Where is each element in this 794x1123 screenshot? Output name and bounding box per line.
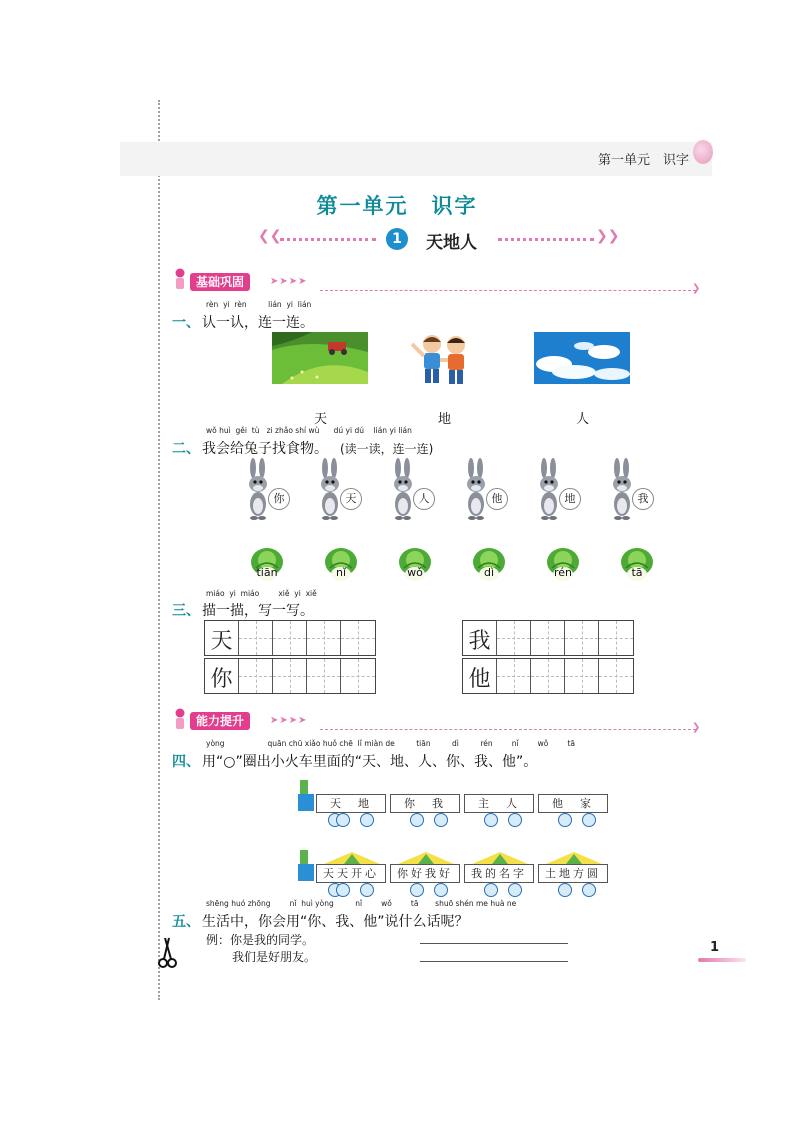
bunny-char-label[interactable]: 天 — [340, 488, 362, 510]
cabbage-pinyin-label: rén — [553, 566, 573, 579]
page-number-bar — [698, 958, 746, 962]
section-badge-advanced: 能力提升 — [190, 712, 250, 730]
lesson-name: 天地人 — [426, 233, 477, 253]
dotted-rule — [498, 238, 594, 241]
train-wheel — [360, 813, 374, 827]
bunny-char-label[interactable]: 他 — [486, 488, 508, 510]
train-car[interactable]: 土地方圆 — [538, 864, 608, 883]
train-car[interactable]: 我的名字 — [464, 864, 534, 883]
girl-icon — [174, 268, 186, 290]
arrows-icon: ➤➤➤➤ — [270, 715, 308, 726]
bunny-icon — [608, 458, 636, 522]
q5-number: 五、 — [172, 914, 200, 930]
chevron-right-icon: ❯ — [692, 283, 701, 294]
bunny-icon — [244, 458, 272, 522]
train-wheel — [484, 883, 498, 897]
train-car[interactable]: 你好我好 — [390, 864, 460, 883]
train-car[interactable]: 天天开心 — [316, 864, 386, 883]
q1-label-ren: 人 — [576, 412, 590, 427]
train-engine — [298, 794, 314, 811]
train-wheel — [410, 883, 424, 897]
train-wheel — [434, 813, 448, 827]
train-wheel — [508, 813, 522, 827]
chevron-right-icon: ❯❯ — [596, 228, 620, 244]
train-car[interactable]: 主 人 — [464, 794, 534, 813]
cabbage-pinyin-label: dì — [483, 566, 495, 579]
q5-text: 生活中，你会用“你、我、他”说什么话呢？ — [202, 914, 469, 930]
cabbage-pinyin-label: tiān — [256, 566, 278, 579]
train-car-roof-top — [492, 854, 508, 864]
page-number: 1 — [710, 940, 720, 955]
q1-number: 一、 — [172, 315, 200, 331]
answer-line-1[interactable] — [420, 943, 568, 944]
girl-icon — [174, 708, 186, 730]
train-wheel — [336, 813, 350, 827]
train-wheel — [558, 883, 572, 897]
header-unit-label: 第一单元 识字 — [598, 153, 690, 168]
q3-text: 描一描，写一写。 — [202, 603, 314, 619]
answer-line-2[interactable] — [420, 961, 568, 962]
bunny-icon — [316, 458, 344, 522]
train-wheel — [508, 883, 522, 897]
lesson-heading — [258, 228, 620, 253]
train-wheel — [558, 813, 572, 827]
bunny-char-label[interactable]: 地 — [559, 488, 581, 510]
q1-pinyin: rèn yi rèn lián yi lián — [206, 300, 312, 309]
grid-char: 你 — [210, 667, 233, 692]
bunny-char-label[interactable]: 你 — [268, 488, 290, 510]
train-car-roof-top — [418, 854, 434, 864]
q4-pinyin: yòng quān chū xiǎo huǒ chē lǐ miàn de tiān dì rén nǐ wǒ tā — [206, 739, 576, 748]
grid-char: 我 — [468, 629, 491, 654]
chevron-left-icon: ❮❮ — [258, 228, 282, 244]
q3-pinyin: miáo yi miáo xiě yi xiě — [206, 589, 317, 598]
bunny-icon — [462, 458, 490, 522]
train-wheel — [582, 883, 596, 897]
writing-grid-ta[interactable] — [462, 658, 634, 694]
page-title: 第一单元 识字 — [316, 194, 478, 218]
bunny-icon — [389, 458, 417, 522]
writing-grid-ni[interactable] — [204, 658, 376, 694]
writing-grid-tian[interactable] — [204, 620, 376, 656]
scissors-icon — [156, 936, 178, 970]
train-wheel — [582, 813, 596, 827]
two-children-image — [408, 330, 478, 386]
q4-number: 四、 — [172, 754, 200, 770]
train-wheel — [410, 813, 424, 827]
q1-label-di: 地 — [438, 412, 452, 427]
section-badge-basic: 基础巩固 — [190, 273, 250, 291]
arrows-icon: ➤➤➤➤ — [270, 276, 308, 287]
q2-text: 我会给兔子找食物。 — [202, 441, 328, 457]
q2-pinyin: wǒ huì gěi tù zi zhǎo shí wù dú yi dú lián yi lián — [206, 426, 412, 435]
dotted-rule — [280, 238, 376, 241]
train-wheel — [434, 883, 448, 897]
q2-instruction: (读一读，连一连) — [340, 442, 434, 456]
q3-number: 三、 — [172, 603, 200, 619]
writing-grid-wo[interactable] — [462, 620, 634, 656]
train-car-roof-top — [344, 854, 360, 864]
bunny-char-label[interactable]: 人 — [413, 488, 435, 510]
q1-text: 认一认，连一连。 — [202, 315, 314, 331]
section-rule — [320, 729, 696, 730]
train-wheel — [484, 813, 498, 827]
bunny-icon — [535, 458, 563, 522]
train-wheel — [336, 883, 350, 897]
section-rule — [320, 290, 696, 291]
q5-example-line2: 我们是好朋友。 — [232, 950, 317, 964]
grid-char: 天 — [210, 629, 233, 654]
train-car-roof-top — [566, 854, 582, 864]
train-car[interactable]: 他 家 — [538, 794, 608, 813]
cut-line — [158, 100, 160, 1000]
flower-icon — [693, 140, 713, 164]
bunny-char-label[interactable]: 我 — [632, 488, 654, 510]
train-car[interactable]: 你 我 — [390, 794, 460, 813]
earth-field-image — [272, 332, 368, 384]
q2-number: 二、 — [172, 441, 200, 457]
q5-pinyin: shēng huó zhōng nǐ huì yòng nǐ wǒ tā shuō shén me huà ne — [206, 899, 517, 908]
train-wheel — [360, 883, 374, 897]
sky-clouds-image — [534, 332, 630, 384]
lesson-number: 1 — [386, 228, 408, 250]
q5-example-line1: 例：你是我的同学。 — [206, 933, 315, 947]
cabbage-pinyin-label: nǐ — [335, 566, 347, 579]
grid-char: 他 — [468, 667, 491, 692]
cabbage-pinyin-label: wǒ — [407, 566, 423, 579]
train-car[interactable]: 天 地 — [316, 794, 386, 813]
q1-label-tian: 天 — [314, 412, 328, 427]
q4-text: 用“○”圈出小火车里面的“天、地、人、你、我、他”。 — [202, 754, 538, 770]
cabbage-pinyin-label: tā — [631, 566, 643, 579]
train-engine — [298, 864, 314, 881]
chevron-right-icon: ❯ — [692, 722, 701, 733]
